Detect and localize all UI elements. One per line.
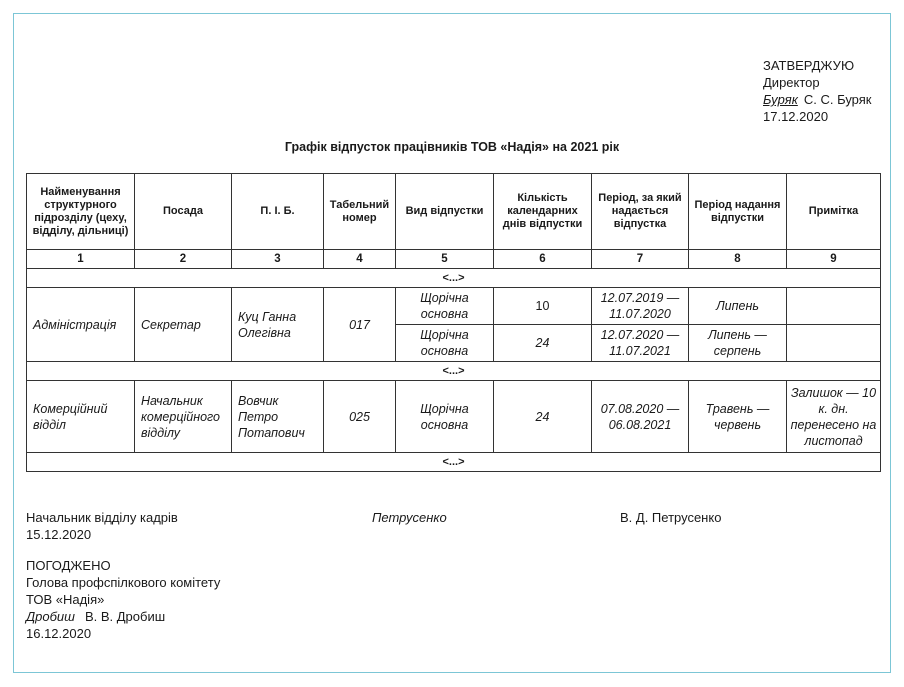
approval-signature: Буряк: [763, 92, 798, 107]
header-tab-number: Табельний номер: [324, 174, 396, 250]
column-number: 4: [324, 250, 396, 269]
ellipsis-row: [27, 453, 881, 472]
tab-number-cell: 025: [324, 381, 396, 453]
tab-number-cell: 017: [324, 288, 396, 362]
department-cell: Адміністрація: [27, 288, 135, 362]
days-cell: 10: [494, 288, 592, 325]
column-number: 7: [592, 250, 689, 269]
header-position: Посада: [135, 174, 232, 250]
note-cell: Залишок — 10 к. дн. перенесено на листопад: [787, 381, 881, 453]
agreed-date: 16.12.2020: [26, 626, 92, 641]
period-for-cell: 12.07.2020 — 11.07.2021: [592, 325, 689, 362]
table-row: [27, 288, 881, 325]
ellipsis-row: [27, 269, 881, 288]
column-number: 8: [689, 250, 787, 269]
approval-heading: ЗАТВЕРДЖУЮ: [763, 58, 855, 73]
period-given-cell: Липень — серпень: [689, 325, 787, 362]
note-cell: [787, 288, 881, 325]
hr-name: В. Д. Петрусенко: [620, 510, 722, 525]
approval-block: [763, 57, 871, 125]
table-row: [27, 381, 881, 453]
header-days: Кількість календарних днів відпустки: [494, 174, 592, 250]
vacation-type-cell: Щорічна основна: [396, 325, 494, 362]
approval-name: С. С. Буряк: [803, 92, 872, 107]
hr-position: Начальник відділу кадрів: [26, 510, 178, 525]
position-cell: Секретар: [135, 288, 232, 362]
period-for-cell: 12.07.2019 — 11.07.2020: [592, 288, 689, 325]
agreed-position-line2: ТОВ «Надія»: [26, 592, 105, 607]
period-for-cell: 07.08.2020 — 06.08.2021: [592, 381, 689, 453]
hr-date: 15.12.2020: [26, 527, 92, 542]
column-number: 2: [135, 250, 232, 269]
vacation-type-cell: Щорічна основна: [396, 381, 494, 453]
days-cell: 24: [494, 325, 592, 362]
agreed-heading: ПОГОДЖЕНО: [26, 558, 111, 573]
ellipsis: <...>: [27, 269, 881, 288]
position-cell: Начальник комерційного відділу: [135, 381, 232, 453]
days-cell: 24: [494, 381, 592, 453]
vacation-schedule-table: [26, 173, 881, 472]
column-number: 6: [494, 250, 592, 269]
document-title: Графік відпусток працівників ТОВ «Надія» на 2021 рік: [284, 140, 620, 154]
ellipsis-row: [27, 362, 881, 381]
approval-signature-line: [763, 91, 871, 108]
header-note: Примітка: [787, 174, 881, 250]
column-number: 1: [27, 250, 135, 269]
hr-signature: Петрусенко: [372, 510, 447, 525]
period-given-cell: Липень: [689, 288, 787, 325]
ellipsis: <...>: [27, 362, 881, 381]
note-cell: [787, 325, 881, 362]
vacation-type-cell: Щорічна основна: [396, 288, 494, 325]
column-number-row: [27, 250, 881, 269]
column-number: 9: [787, 250, 881, 269]
approval-date: 17.12.2020: [763, 109, 829, 124]
agreed-signature-line: [26, 608, 220, 625]
agreed-name: В. В. Дробиш: [84, 609, 166, 624]
name-cell: Вовчик Петро Потапович: [232, 381, 324, 453]
header-period-given: Період надання відпустки: [689, 174, 787, 250]
header-period-for: Період, за який надається відпустка: [592, 174, 689, 250]
agreed-signature: Дробиш: [26, 609, 75, 624]
approval-position: Директор: [763, 75, 820, 90]
period-given-cell: Травень — червень: [689, 381, 787, 453]
agreed-position-line1: Голова профспілкового комітету: [26, 575, 221, 590]
header-name: П. І. Б.: [232, 174, 324, 250]
header-vacation-type: Вид відпустки: [396, 174, 494, 250]
department-cell: Комерційний відділ: [27, 381, 135, 453]
ellipsis: <...>: [27, 453, 881, 472]
column-number: 5: [396, 250, 494, 269]
table-header-row: [27, 174, 881, 250]
header-department: Найменування структурного підрозділу (цеху, відділу, дільниці): [27, 174, 135, 250]
column-number: 3: [232, 250, 324, 269]
name-cell: Куц Ганна Олегівна: [232, 288, 324, 362]
agreed-block: [26, 557, 220, 642]
